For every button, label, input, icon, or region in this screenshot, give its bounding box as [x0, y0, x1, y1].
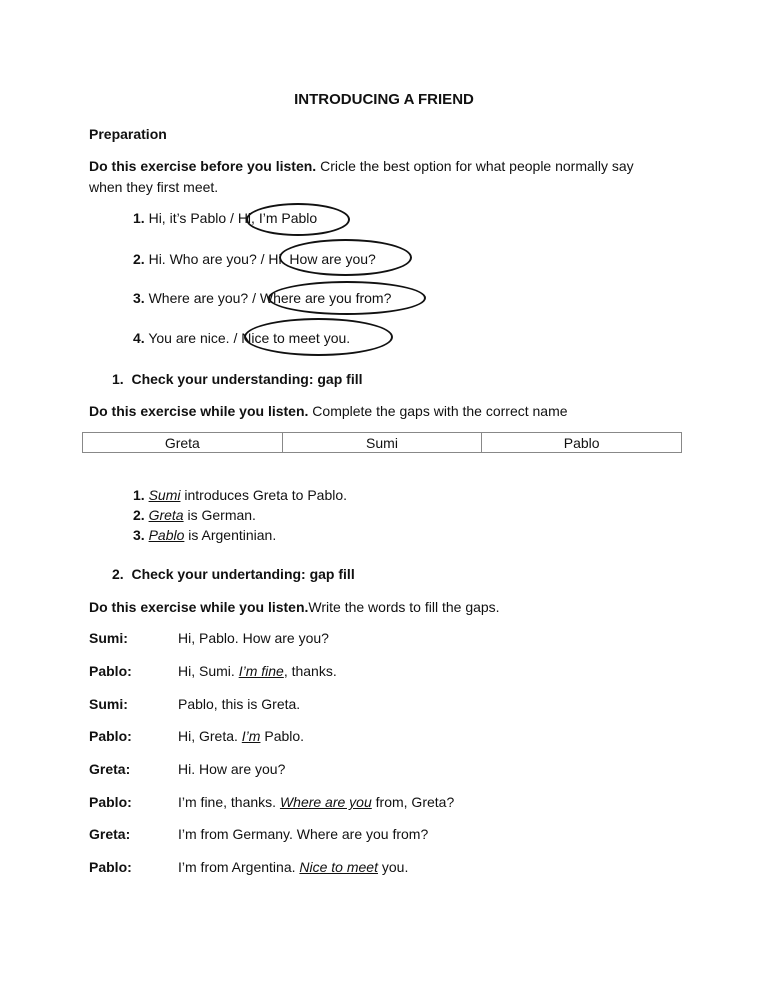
gap-answer: Greta [148, 507, 184, 523]
list-item [133, 290, 391, 306]
option-a: You are nice. [148, 330, 230, 346]
dialogue-line [178, 859, 408, 875]
item-number: 2. [133, 507, 145, 523]
speaker-label: Pablo: [89, 728, 132, 744]
option-b-circled: Hi. How are you? [268, 251, 376, 267]
option-separator: / [252, 290, 256, 306]
speaker-label: Sumi: [89, 630, 128, 646]
item-number: 1. [133, 210, 145, 226]
page-title: INTRODUCING A FRIEND [294, 91, 474, 108]
gap-answer: Nice to meet [299, 859, 378, 875]
instruction-bold: Do this exercise while you listen. [89, 403, 309, 419]
line-text: , thanks. [283, 663, 337, 679]
gap-answer: Sumi [148, 487, 181, 503]
dialogue-line [178, 663, 337, 679]
gap-answer: I’m fine [238, 663, 284, 679]
line-text: I’m from Argentina. [178, 859, 296, 875]
instruction-text: Complete the gaps with the correct name [312, 403, 568, 419]
section-1-instruction [89, 403, 568, 419]
speaker-label: Pablo: [89, 794, 132, 810]
option-a: Hi, it’s Pablo [148, 210, 227, 226]
gap-answer: Pablo [148, 527, 185, 543]
table-cell: Sumi [282, 433, 482, 453]
list-item [133, 487, 347, 503]
line-text: from, Greta? [375, 794, 455, 810]
item-number: 3. [133, 527, 145, 543]
item-number: 2. [133, 251, 145, 267]
option-separator: / [233, 330, 238, 346]
item-text: introduces Greta to Pablo. [184, 487, 348, 503]
speaker-label: Greta: [89, 761, 131, 777]
section-title: Check your undertanding: gap fill [131, 566, 355, 582]
item-number: 1. [133, 487, 145, 503]
list-item [133, 251, 376, 267]
item-text: is Argentinian. [188, 527, 277, 543]
line-text: Pablo, this is Greta. [178, 696, 301, 712]
section-number: 2. [112, 566, 124, 582]
line-text: Hi, Pablo. How are you? [178, 630, 329, 646]
names-table [82, 432, 682, 453]
preparation-instruction-line-1 [89, 158, 634, 174]
option-b-circled: Nice to meet you. [241, 330, 351, 346]
speaker-label: Sumi: [89, 696, 128, 712]
speaker-label: Greta: [89, 826, 131, 842]
section-2-heading [112, 566, 355, 582]
dialogue-line [178, 696, 300, 712]
list-item [133, 507, 256, 523]
list-item [133, 330, 350, 346]
dialogue-line [178, 794, 454, 810]
speaker-label: Pablo: [89, 663, 132, 679]
list-item [133, 210, 317, 226]
line-text: I’m from Germany. Where are you from? [178, 826, 429, 842]
table-cell: Pablo [482, 433, 682, 453]
dialogue-line [178, 826, 428, 842]
table-cell: Greta [83, 433, 283, 453]
option-a: Hi. Who are you? [148, 251, 257, 267]
option-separator: / [260, 251, 265, 267]
instruction-bold: Do this exercise before you listen. [89, 158, 317, 174]
line-text: Hi. How are you? [178, 761, 286, 777]
gap-answer: I’m [241, 728, 261, 744]
item-number: 4. [133, 330, 145, 346]
section-number: 1. [112, 371, 124, 387]
instruction-text: Cricle the best option for what people normally say [320, 158, 634, 174]
line-text: Pablo. [264, 728, 305, 744]
line-text: Hi, Sumi. [178, 663, 235, 679]
line-text: you. [381, 859, 409, 875]
option-b-circled: Where are you from? [259, 290, 392, 306]
instruction-bold: Do this exercise while you listen. [89, 599, 309, 615]
line-text: Hi, Greta. [178, 728, 238, 744]
speaker-label: Pablo: [89, 859, 132, 875]
section-2-instruction [89, 599, 500, 615]
preparation-heading: Preparation [89, 126, 167, 142]
table-row [83, 433, 682, 453]
item-text: is German. [187, 507, 256, 523]
preparation-instruction-line-2: when they first meet. [89, 179, 219, 195]
section-1-heading [112, 371, 363, 387]
dialogue-line [178, 761, 285, 777]
dialogue-line [178, 728, 304, 744]
list-item [133, 527, 276, 543]
gap-answer: Where are you [279, 794, 372, 810]
instruction-text: Write the words to fill the gaps. [308, 599, 500, 615]
section-title: Check your understanding: gap fill [131, 371, 363, 387]
option-b-circled: Hi, I’m Pablo [237, 210, 318, 226]
option-a: Where are you? [148, 290, 249, 306]
line-text: I’m fine, thanks. [178, 794, 277, 810]
option-separator: / [230, 210, 234, 226]
dialogue-line [178, 630, 329, 646]
item-number: 3. [133, 290, 145, 306]
